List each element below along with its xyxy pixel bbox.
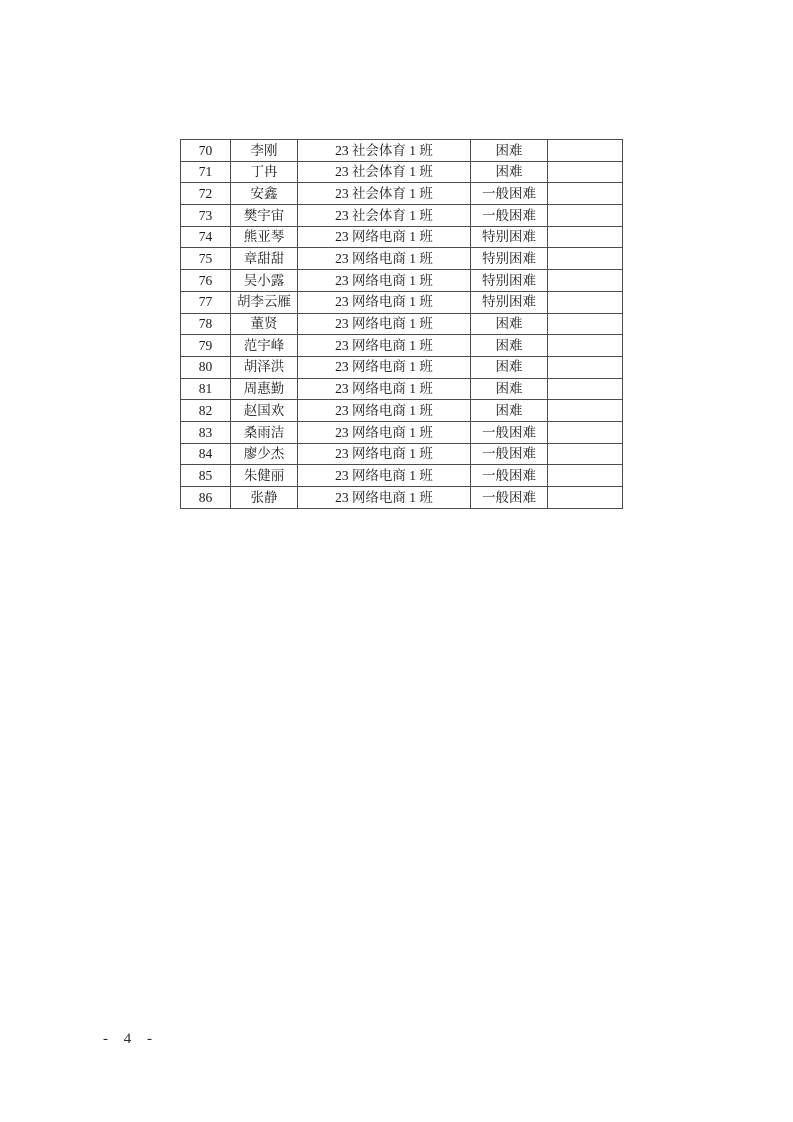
table-row (181, 378, 623, 400)
cell-level: 特别困难 (471, 270, 548, 292)
cell-level: 一般困难 (471, 443, 548, 465)
table-row (181, 291, 623, 313)
cell-level: 困难 (471, 356, 548, 378)
table-row (181, 421, 623, 443)
table-row (181, 335, 623, 357)
table-row (181, 183, 623, 205)
cell-remark (548, 356, 623, 378)
table-row (181, 443, 623, 465)
cell-name: 朱健丽 (231, 465, 298, 487)
cell-remark (548, 400, 623, 422)
cell-class: 23 网络电商 1 班 (298, 400, 471, 422)
cell-no: 70 (181, 140, 231, 162)
cell-remark (548, 140, 623, 162)
cell-class: 23 网络电商 1 班 (298, 248, 471, 270)
cell-level: 一般困难 (471, 487, 548, 509)
cell-name: 李刚 (231, 140, 298, 162)
cell-level: 一般困难 (471, 421, 548, 443)
cell-name: 樊宇宙 (231, 205, 298, 227)
cell-no: 72 (181, 183, 231, 205)
cell-remark (548, 421, 623, 443)
cell-name: 胡李云雁 (231, 291, 298, 313)
cell-class: 23 网络电商 1 班 (298, 378, 471, 400)
cell-no: 82 (181, 400, 231, 422)
cell-class: 23 网络电商 1 班 (298, 291, 471, 313)
cell-remark (548, 226, 623, 248)
cell-remark (548, 270, 623, 292)
cell-no: 75 (181, 248, 231, 270)
cell-class: 23 网络电商 1 班 (298, 421, 471, 443)
cell-remark (548, 378, 623, 400)
cell-name: 章甜甜 (231, 248, 298, 270)
cell-class: 23 网络电商 1 班 (298, 465, 471, 487)
cell-class: 23 网络电商 1 班 (298, 487, 471, 509)
cell-level: 困难 (471, 313, 548, 335)
cell-remark (548, 487, 623, 509)
cell-name: 胡泽洪 (231, 356, 298, 378)
cell-no: 85 (181, 465, 231, 487)
table-row (181, 465, 623, 487)
cell-level: 困难 (471, 400, 548, 422)
table-row (181, 140, 623, 162)
table-row (181, 487, 623, 509)
cell-no: 71 (181, 161, 231, 183)
cell-remark (548, 161, 623, 183)
cell-name: 安鑫 (231, 183, 298, 205)
cell-remark (548, 443, 623, 465)
cell-level: 困难 (471, 335, 548, 357)
cell-class: 23 社会体育 1 班 (298, 140, 471, 162)
cell-no: 78 (181, 313, 231, 335)
cell-name: 桑雨洁 (231, 421, 298, 443)
cell-remark (548, 291, 623, 313)
table-row (181, 270, 623, 292)
cell-level: 困难 (471, 140, 548, 162)
cell-remark (548, 465, 623, 487)
cell-class: 23 网络电商 1 班 (298, 335, 471, 357)
student-aid-table (180, 139, 623, 509)
cell-name: 赵国欢 (231, 400, 298, 422)
cell-class: 23 社会体育 1 班 (298, 205, 471, 227)
cell-name: 丁冉 (231, 161, 298, 183)
cell-level: 一般困难 (471, 465, 548, 487)
cell-remark (548, 313, 623, 335)
cell-class: 23 网络电商 1 班 (298, 226, 471, 248)
cell-no: 77 (181, 291, 231, 313)
cell-level: 特别困难 (471, 226, 548, 248)
cell-name: 董贤 (231, 313, 298, 335)
cell-name: 范宇峰 (231, 335, 298, 357)
table-row (181, 356, 623, 378)
cell-name: 廖少杰 (231, 443, 298, 465)
student-aid-table-wrap (180, 139, 623, 509)
cell-no: 84 (181, 443, 231, 465)
table-row (181, 400, 623, 422)
cell-level: 一般困难 (471, 205, 548, 227)
cell-no: 74 (181, 226, 231, 248)
cell-class: 23 社会体育 1 班 (298, 161, 471, 183)
table-row (181, 205, 623, 227)
cell-no: 80 (181, 356, 231, 378)
table-row (181, 248, 623, 270)
cell-no: 73 (181, 205, 231, 227)
cell-remark (548, 335, 623, 357)
cell-class: 23 网络电商 1 班 (298, 443, 471, 465)
cell-no: 86 (181, 487, 231, 509)
cell-level: 困难 (471, 161, 548, 183)
cell-remark (548, 248, 623, 270)
cell-class: 23 网络电商 1 班 (298, 356, 471, 378)
cell-no: 81 (181, 378, 231, 400)
cell-class: 23 社会体育 1 班 (298, 183, 471, 205)
cell-name: 吴小露 (231, 270, 298, 292)
cell-level: 一般困难 (471, 183, 548, 205)
page-number: - 4 - (103, 1031, 157, 1047)
table-row (181, 313, 623, 335)
cell-name: 张静 (231, 487, 298, 509)
cell-no: 76 (181, 270, 231, 292)
cell-name: 熊亚琴 (231, 226, 298, 248)
cell-level: 特别困难 (471, 248, 548, 270)
cell-level: 困难 (471, 378, 548, 400)
cell-no: 83 (181, 421, 231, 443)
cell-class: 23 网络电商 1 班 (298, 313, 471, 335)
cell-no: 79 (181, 335, 231, 357)
table-row (181, 226, 623, 248)
cell-remark (548, 183, 623, 205)
student-table-body (181, 140, 623, 509)
cell-name: 周惠勤 (231, 378, 298, 400)
cell-level: 特别困难 (471, 291, 548, 313)
table-row (181, 161, 623, 183)
cell-remark (548, 205, 623, 227)
cell-class: 23 网络电商 1 班 (298, 270, 471, 292)
